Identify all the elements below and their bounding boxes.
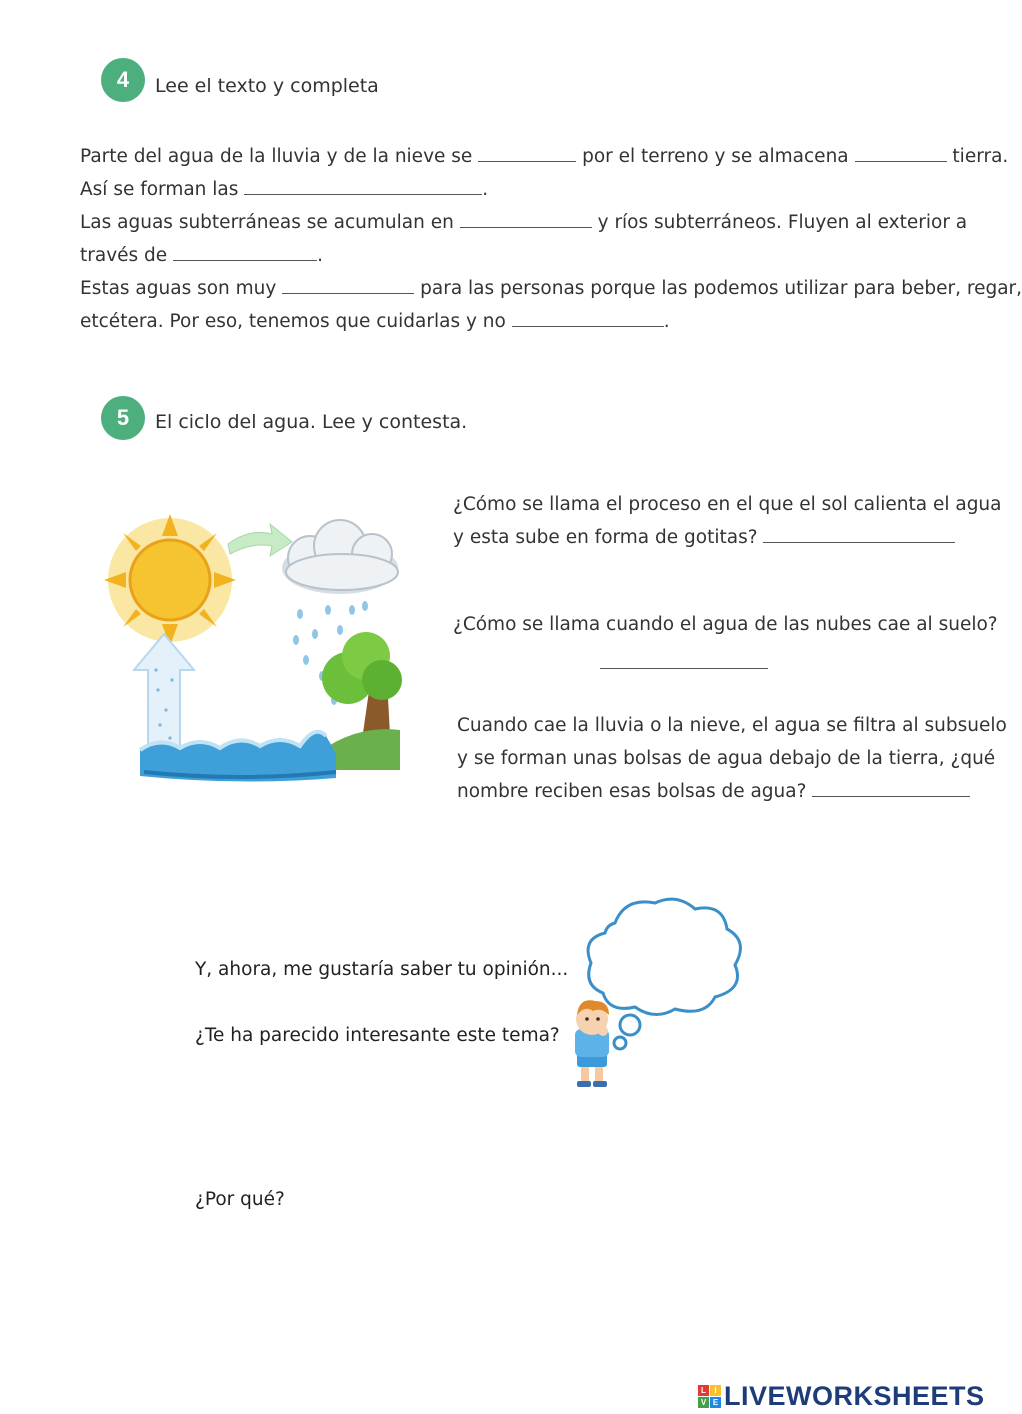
thought-bubble-icon [588, 899, 740, 1049]
exercise-4-text [80, 140, 1022, 338]
blank-input[interactable] [600, 650, 768, 669]
blank-input[interactable] [812, 778, 970, 797]
text-line: Las aguas subterráneas se acumulan en y ríos subterráneos. Fluyen al exterior a [80, 206, 1022, 239]
sun-icon [104, 514, 236, 646]
blank-input[interactable] [512, 308, 664, 327]
evaporation-arrow-icon [134, 634, 194, 750]
text-line: Así se forman las . [80, 173, 1022, 206]
liveworksheets-logo-text: LIVEWORKSHEETS [724, 1381, 985, 1411]
question-groundwater: Cuando cae la lluvia o la nieve, el agua se filtra al subsuelo y se forman unas bolsas de agua debajo de la tierra, ¿qué nombre reciben esas bolsas de agua? [457, 715, 1007, 802]
exercise-5-title: El ciclo del agua. Lee y contesta. [155, 411, 468, 433]
exercise-4-badge: 4 [101, 58, 145, 102]
tree-icon [322, 632, 402, 740]
exercise-4-title: Lee el texto y completa [155, 75, 379, 97]
blank-input[interactable] [244, 176, 482, 195]
blank-input[interactable] [173, 242, 317, 261]
exercise-5-badge: 5 [101, 396, 145, 440]
blank-input[interactable] [282, 275, 414, 294]
blank-input[interactable] [460, 209, 592, 228]
text-line: Estas aguas son muy para las personas porque las podemos utilizar para beber, regar, [80, 272, 1022, 305]
liveworksheets-logo-icon: L I V E [698, 1385, 721, 1408]
cloud-icon [282, 520, 398, 594]
question-precipitation: ¿Cómo se llama cuando el agua de las nubes cae al suelo? [453, 614, 998, 635]
water-cycle-illustration [100, 510, 400, 790]
why-question: ¿Por qué? [195, 1189, 285, 1210]
blank-input[interactable] [763, 524, 955, 543]
blank-input[interactable] [478, 143, 576, 162]
thought-bubble-illustration [555, 893, 755, 1093]
question-evaporation: ¿Cómo se llama el proceso en el que el sol calienta el agua y esta sube en forma de gotitas? [453, 494, 1002, 548]
thinking-boy-icon [575, 1000, 609, 1087]
text-line: etcétera. Por eso, tenemos que cuidarlas y no . [80, 305, 1022, 338]
blank-input[interactable] [855, 143, 947, 162]
liveworksheets-logo [698, 1381, 985, 1412]
arrow-icon [228, 524, 292, 556]
text-line: Parte del agua de la lluvia y de la nieve se por el terreno y se almacena tierra. [80, 140, 1022, 173]
text-line: través de . [80, 239, 1022, 272]
opinion-intro: Y, ahora, me gustaría saber tu opinión... [195, 959, 569, 980]
opinion-question: ¿Te ha parecido interesante este tema? [195, 1025, 560, 1046]
